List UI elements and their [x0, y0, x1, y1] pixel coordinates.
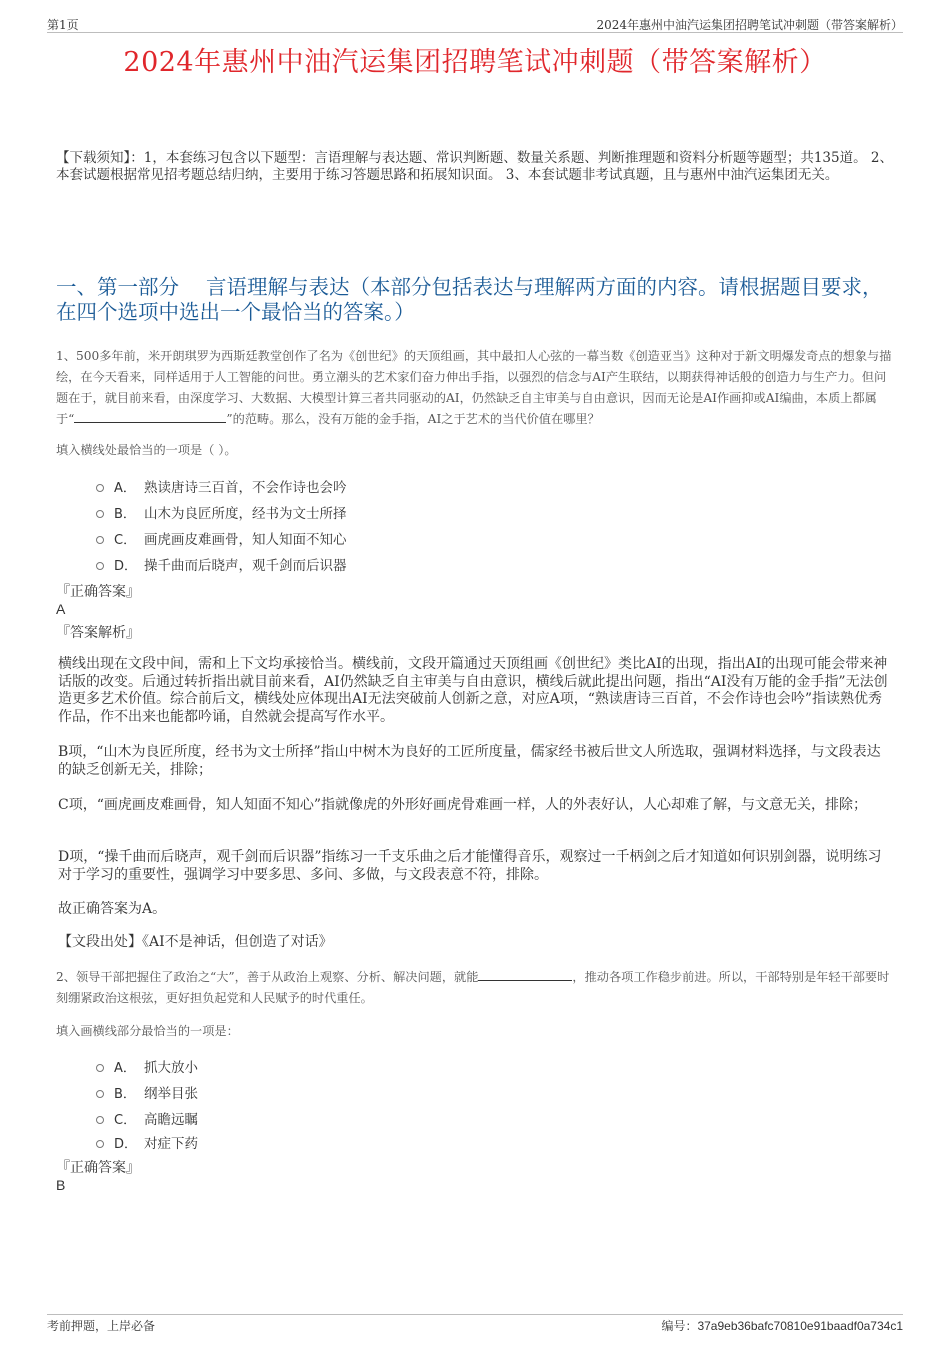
footer-code-label: 编号：: [661, 1319, 698, 1333]
option-text: 熟读唐诗三百首，不会作诗也会吟: [144, 480, 347, 496]
question-2-options: [96, 1053, 198, 1153]
page-number: 第1页: [47, 18, 79, 32]
option-text: 操千曲而后晓声，观千剑而后识器: [144, 558, 347, 574]
option-text: 高瞻远瞩: [144, 1112, 198, 1128]
radio-icon[interactable]: [96, 562, 104, 570]
footer-code: [661, 1317, 903, 1334]
option-text: 画虎画皮难画骨，知人知面不知心: [144, 532, 347, 548]
option-c[interactable]: C． 画虎画皮难画骨，知人知面不知心: [96, 525, 347, 551]
section-title: 一、第一部分 言语理解与表达（本部分包括表达与理解两方面的内容。请根据题目要求，在四个选项中选出一个最恰当的答案。）: [56, 275, 883, 324]
radio-icon[interactable]: [96, 1064, 104, 1072]
option-b[interactable]: B． 纲举目张: [96, 1079, 198, 1105]
analysis-paragraph-1: 横线出现在文段中间，需和上下文均承接恰当。横线前，文段开篇通过天顶组画《创世纪》类比AI的出现，指出AI的出现可能会带来神话版的改变。后通过转折指出就目前来看，AI仍然缺乏自主审美与自由意识，横线后就此提出问题，指出“AI没有万能的金手指”无法创造更多艺术价值。综合前后文，横线处应体现出AI无法突破前人创新之意，对应A项，“熟读唐诗三百首，不会作诗也会吟”指读熟优秀作品，作不出来也能都吟诵，自然就会提高写作水平。: [58, 656, 888, 725]
question-1-text-before: 1、500多年前，米开朗琪罗为西斯廷教堂创作了名为《创世纪》的天顶组画，其中最扣人心弦的一幕当数《创造亚当》这种对于新文明爆发奇点的想象与描绘，在今天看来，同样适用于人工智能的问世。勇立潮头的艺术家们奋力伸出手指，以强烈的信念与AI产生联结，以期获得神话般的创造力与生产力。但问题在于，就目前来看，由深度学习、大数据、大模型计算三者共同驱动的AI，仍然缺乏自主审美与自由意识，因而无论是AI作画抑或AI编曲，本质上都属于“: [56, 349, 892, 426]
analysis-paragraph-2: B项，“山木为良匠所度，经书为文士所择”指山中树木为良好的工匠所度量，儒家经书被后世文人所选取，强调材料选择，与文段表达的缺乏创新无关，排除；: [58, 744, 881, 778]
page-header: [47, 14, 903, 33]
source-citation: 【文段出处】《AI不是神话，但创造了对话》: [58, 934, 333, 950]
page-title: 2024年惠州中油汽运集团招聘笔试冲刺题（带答案解析）: [123, 47, 827, 78]
radio-icon[interactable]: [96, 1140, 104, 1148]
option-text: 纲举目张: [144, 1086, 198, 1102]
page-footer: [47, 1314, 903, 1335]
download-notice: 【下载须知】：1，本套练习包含以下题型：言语理解与表达题、常识判断题、数量关系题、判断推理题和资料分析题等题型；共135道。 2、本套试题根据常见招考题总结归纳，主要用于练习答题思路和拓展知识面。 3、本套试题非考试真题，且与惠州中油汽运集团无关。: [56, 150, 893, 183]
analysis-label: 『答案解析』: [56, 625, 140, 641]
option-c[interactable]: C． 高瞻远瞩: [96, 1105, 198, 1131]
question-1-options: [96, 473, 347, 577]
correct-answer-label: 『正确答案』: [56, 1160, 140, 1176]
option-d[interactable]: D． 操千曲而后晓声，观千剑而后识器: [96, 551, 347, 577]
analysis-paragraph-4: D项，“操千曲而后晓声，观千剑而后识器”指练习一千支乐曲之后才能懂得音乐，观察过一千柄剑之后才知道如何识别剑器，说明练习对于学习的重要性，强调学习中要多思、多问、多做，与文段表意不符，排除。: [58, 849, 882, 883]
correct-answer-label: 『正确答案』: [56, 584, 140, 600]
radio-icon[interactable]: [96, 484, 104, 492]
radio-icon[interactable]: [96, 1090, 104, 1098]
correct-answer: B: [56, 1177, 66, 1193]
footer-code-value: 37a9eb36bafc70810e91baadf0a734c1: [697, 1319, 903, 1333]
option-d[interactable]: D． 对症下药: [96, 1131, 198, 1153]
question-2-text-after: ，推动各项工作稳步前进。所以，干部特别是年轻干部要时刻绷紧政治这根弦，更好担负起党和人民赋予的时代重任。: [56, 970, 890, 1005]
analysis-conclusion: 故正确答案为A。: [58, 901, 167, 917]
radio-icon[interactable]: [96, 1116, 104, 1124]
option-a[interactable]: A． 熟读唐诗三百首，不会作诗也会吟: [96, 473, 347, 499]
option-text: 抓大放小: [144, 1060, 198, 1076]
question-1-prompt: 填入横线处最恰当的一项是（ ）。: [56, 443, 237, 457]
question-2-text-before: 2、领导干部把握住了政治之“大”，善于从政治上观察、分析、解决问题，就能: [56, 970, 479, 984]
answer-blank: [74, 410, 226, 423]
answer-blank: [478, 968, 572, 981]
option-text: 山木为良匠所度，经书为文士所择: [144, 506, 347, 522]
radio-icon[interactable]: [96, 510, 104, 518]
question-2-text: [56, 967, 894, 1009]
question-2-prompt: 填入画横线部分最恰当的一项是：: [56, 1024, 239, 1038]
question-1-text: [56, 346, 894, 430]
question-1-text-after: ”的范畴。那么，没有万能的金手指，AI之于艺术的当代价值在哪里？: [226, 412, 600, 426]
footer-slogan: 考前押题，上岸必备: [47, 1319, 156, 1333]
option-b[interactable]: B． 山木为良匠所度，经书为文士所择: [96, 499, 347, 525]
header-doc-title: 2024年惠州中油汽运集团招聘笔试冲刺题（带答案解析）: [596, 18, 903, 32]
correct-answer: A: [56, 601, 66, 617]
radio-icon[interactable]: [96, 536, 104, 544]
option-text: 对症下药: [144, 1136, 198, 1152]
option-a[interactable]: A． 抓大放小: [96, 1053, 198, 1079]
analysis-paragraph-3: C项，“画虎画皮难画骨，知人知面不知心”指就像虎的外形好画虎骨难画一样，人的外表好认，人心却难了解，与文意无关，排除；: [58, 797, 868, 813]
